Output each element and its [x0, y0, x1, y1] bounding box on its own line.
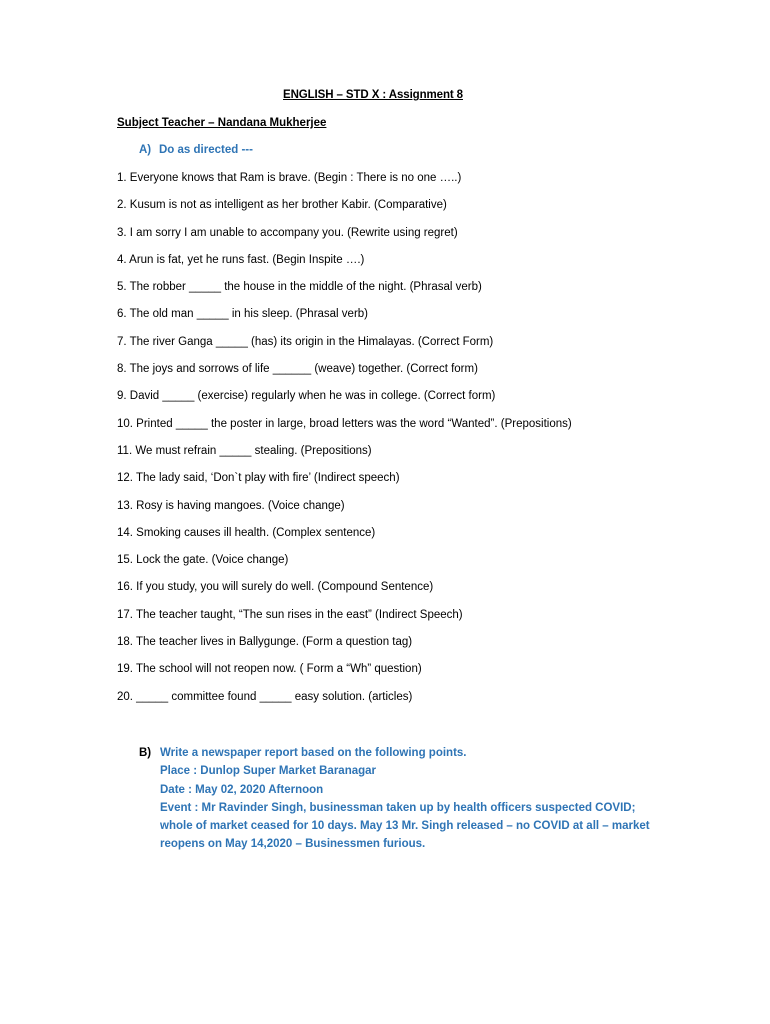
question-item: 10. Printed _____ the poster in large, broad letters was the word “Wanted”. (Prepositions) [117, 417, 572, 430]
assignment-title: ENGLISH – STD X : Assignment 8 [283, 89, 463, 101]
question-item: 18. The teacher lives in Ballygunge. (Form a question tag) [117, 636, 413, 649]
section-b [139, 744, 699, 854]
question-item: 17. The teacher taught, “The sun rises in the east” (Indirect Speech) [117, 608, 463, 621]
report-event: Event : Mr Ravinder Singh, businessman taken up by health officers suspected COVID; [160, 801, 636, 814]
question-item: 12. The lady said, ‘Don`t play with fire’ (Indirect speech) [117, 472, 400, 485]
section-a-title: Do as directed --- [159, 144, 253, 156]
subject-teacher: Subject Teacher – Nandana Mukherjee [117, 117, 327, 129]
section-a-marker: A) [139, 144, 152, 156]
question-item: 19. The school will not reopen now. ( Form a “Wh” question) [117, 663, 422, 676]
question-item: 6. The old man _____ in his sleep. (Phrasal verb) [117, 308, 369, 321]
question-item: 11. We must refrain _____ stealing. (Prepositions) [117, 444, 372, 457]
report-instruction: Write a newspaper report based on the following points. [160, 747, 467, 759]
report-event-continued: whole of market ceased for 10 days. May 13 Mr. Singh released – no COVID at all – market [160, 820, 650, 833]
report-event-continued: reopens on May 14,2020 – Businessmen furious. [160, 838, 426, 851]
question-item: 9. David _____ (exercise) regularly when he was in college. (Correct form) [117, 390, 496, 403]
section-a-heading [139, 144, 253, 156]
question-item: 13. Rosy is having mangoes. (Voice change) [117, 499, 345, 512]
question-item: 8. The joys and sorrows of life ______ (weave) together. (Correct form) [117, 363, 478, 376]
report-place: Place : Dunlop Super Market Baranagar [160, 765, 377, 778]
question-item: 4. Arun is fat, yet he runs fast. (Begin Inspite ….) [117, 253, 365, 266]
section-b-instructions [160, 744, 699, 854]
question-item: 14. Smoking causes ill health. (Complex sentence) [117, 526, 376, 539]
question-item: 1. Everyone knows that Ram is brave. (Begin : There is no one …..) [117, 172, 462, 184]
question-item: 20. _____ committee found _____ easy solution. (articles) [117, 690, 413, 703]
question-item: 16. If you study, you will surely do well. (Compound Sentence) [117, 581, 434, 594]
question-list [117, 171, 737, 717]
question-item: 7. The river Ganga _____ (has) its origin in the Himalayas. (Correct Form) [117, 335, 494, 348]
report-date: Date : May 02, 2020 Afternoon [160, 783, 324, 796]
question-item: 2. Kusum is not as intelligent as her brother Kabir. (Comparative) [117, 199, 447, 212]
section-b-marker: B) [139, 747, 152, 759]
question-item: 3. I am sorry I am unable to accompany you. (Rewrite using regret) [117, 226, 458, 239]
question-item: 5. The robber _____ the house in the middle of the night. (Phrasal verb) [117, 281, 482, 294]
question-item: 15. Lock the gate. (Voice change) [117, 554, 289, 567]
